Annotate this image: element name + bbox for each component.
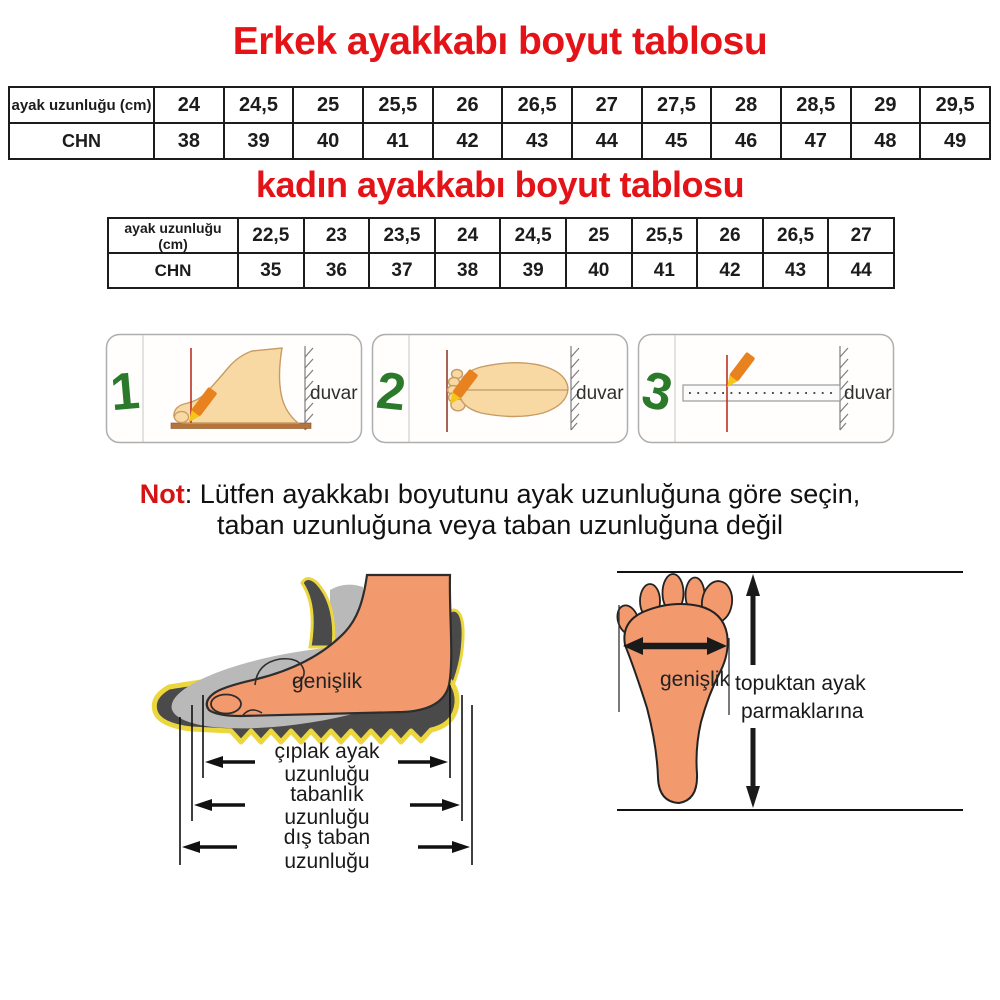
big-toe	[175, 412, 189, 423]
size-cell: 26,5	[502, 87, 572, 123]
size-cell: 24	[154, 87, 224, 123]
size-cell: 26	[697, 218, 763, 253]
size-cell: 26	[433, 87, 503, 123]
outsole-length-label-1: dış taban	[283, 826, 371, 849]
floor-board	[171, 423, 311, 429]
step-3-wall-label: duvar	[844, 383, 892, 404]
size-cell: 45	[642, 123, 712, 159]
step-2-wall-label: duvar	[576, 383, 624, 404]
heel-to-toe-label-2: parmaklarına	[741, 700, 864, 723]
size-cell: 41	[632, 253, 698, 288]
men-chn-row	[9, 123, 990, 159]
size-cell: 43	[763, 253, 829, 288]
note-prefix: Not	[139, 479, 185, 509]
women-chn-header: CHN	[108, 253, 238, 288]
size-cell: 46	[711, 123, 781, 159]
note-line-2: taban uzunluğuna veya taban uzunluğuna değil	[217, 510, 783, 540]
size-cell: 35	[238, 253, 304, 288]
outsole-length-label-2: uzunluğu	[284, 850, 370, 873]
size-cell: 43	[502, 123, 572, 159]
men-size-title: Erkek ayakkabı boyut tablosu	[232, 20, 768, 63]
size-cell: 40	[566, 253, 632, 288]
insole-length-label-2: uzunluğu	[284, 806, 370, 829]
men-size-table	[8, 86, 991, 160]
men-foot-length-row	[9, 87, 990, 123]
size-cell: 23	[304, 218, 370, 253]
size-cell: 28,5	[781, 87, 851, 123]
shoe-collar	[302, 579, 334, 648]
heel-to-toe-label-1: topuktan ayak	[735, 672, 866, 695]
size-cell: 27	[828, 218, 894, 253]
sole-dimension-diagram	[595, 550, 975, 845]
step-1-number: 1	[107, 361, 142, 423]
foot-side-illustration	[207, 575, 452, 716]
step-3-panel	[637, 333, 895, 444]
size-cell: 41	[363, 123, 433, 159]
size-cell: 47	[781, 123, 851, 159]
size-cell: 22,5	[238, 218, 304, 253]
women-foot-length-row	[108, 218, 894, 253]
size-cell: 44	[828, 253, 894, 288]
step-2-number: 2	[373, 361, 409, 423]
size-cell: 24	[435, 218, 501, 253]
men-chn-header: CHN	[9, 123, 154, 159]
barefoot-length-label-2: uzunluğu	[284, 763, 370, 786]
size-cell: 26,5	[763, 218, 829, 253]
size-cell: 37	[369, 253, 435, 288]
size-cell: 27	[572, 87, 642, 123]
foot-sole-illustration	[624, 604, 727, 803]
size-cell: 25	[293, 87, 363, 123]
sole-width-label: genişlik	[659, 668, 731, 691]
size-cell: 29,5	[920, 87, 990, 123]
note-line-1	[0, 479, 1000, 510]
size-cell: 48	[851, 123, 921, 159]
size-cell: 39	[224, 123, 294, 159]
size-cell: 27,5	[642, 87, 712, 123]
men-foot-length-header: ayak uzunluğu (cm)	[9, 87, 154, 123]
side-width-label: genişlik	[291, 670, 363, 693]
women-size-table	[107, 217, 895, 289]
step-1-panel	[105, 333, 363, 444]
size-cell: 25,5	[363, 87, 433, 123]
size-cell: 39	[500, 253, 566, 288]
measuring-steps-row	[105, 333, 897, 444]
step-2-panel	[371, 333, 629, 444]
size-cell: 38	[435, 253, 501, 288]
size-cell: 42	[697, 253, 763, 288]
size-cell: 25	[566, 218, 632, 253]
size-cell: 38	[154, 123, 224, 159]
size-cell: 40	[293, 123, 363, 159]
size-cell: 24,5	[500, 218, 566, 253]
step-1-wall-label: duvar	[310, 383, 358, 404]
size-cell: 36	[304, 253, 370, 288]
side-length-diagram	[105, 545, 490, 890]
size-cell: 42	[433, 123, 503, 159]
women-chn-row	[108, 253, 894, 288]
note-line-1-rest: : Lütfen ayakkabı boyutunu ayak uzunluğuna göre seçin,	[184, 479, 861, 509]
size-cell: 49	[920, 123, 990, 159]
size-cell: 28	[711, 87, 781, 123]
size-cell: 24,5	[224, 87, 294, 123]
size-cell: 23,5	[369, 218, 435, 253]
insole-length-label-1: tabanlık	[290, 783, 364, 806]
ruler-icon	[683, 385, 840, 401]
step-3-number: 3	[637, 360, 678, 424]
big-toe	[211, 695, 241, 714]
size-cell: 44	[572, 123, 642, 159]
women-foot-length-header: ayak uzunluğu (cm)	[108, 218, 238, 253]
size-cell: 29	[851, 87, 921, 123]
women-size-title: kadın ayakkabı boyut tablosu	[255, 164, 745, 205]
size-cell: 25,5	[632, 218, 698, 253]
barefoot-length-label-1: çıplak ayak	[274, 740, 380, 763]
note-text	[0, 479, 1000, 541]
dimension-labels	[274, 740, 380, 873]
